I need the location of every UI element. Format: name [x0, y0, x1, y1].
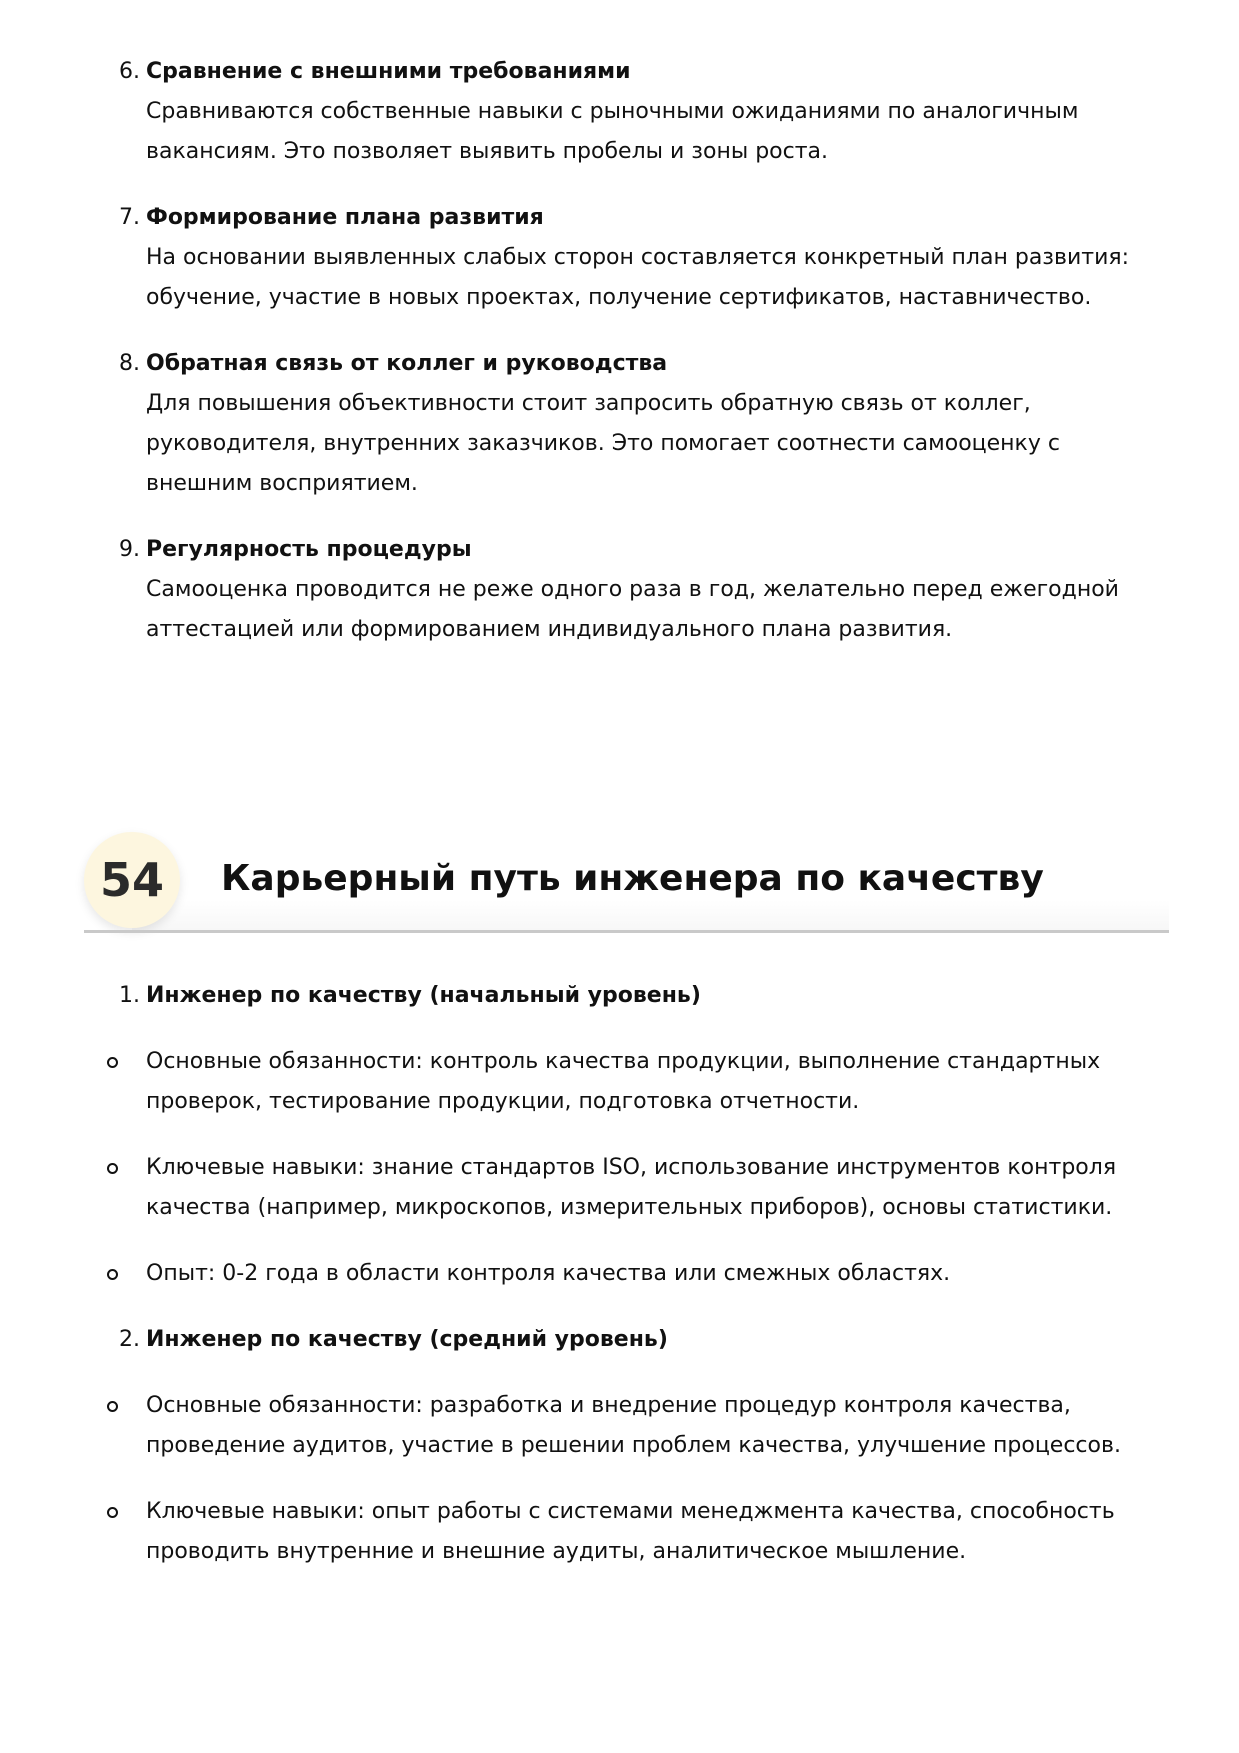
- bullet-item: [84, 1148, 1169, 1228]
- list-item-number: 2.: [119, 1327, 140, 1352]
- section-title: Карьерный путь инженера по качеству: [221, 858, 1044, 899]
- bullet-item: [84, 1386, 1169, 1466]
- list-item-title: Сравнение с внешними требованиями: [146, 59, 631, 84]
- list-item: [84, 530, 1169, 650]
- bullet-item: [84, 1492, 1169, 1572]
- circle-bullet-icon: [107, 1163, 118, 1174]
- self-assessment-steps-list: [84, 52, 1169, 676]
- list-item-description: Сравниваются собственные навыки с рыночными ожиданиями по аналогичным вакансиям. Это позволяет выявить пробелы и зоны роста.: [146, 99, 1079, 164]
- list-item-title: Формирование плана развития: [146, 205, 544, 230]
- career-level-points: [84, 1042, 1169, 1294]
- bullet-text: Опыт: 0-2 года в области контроля качества или смежных областях.: [146, 1261, 951, 1286]
- career-level-item: [84, 1320, 1169, 1572]
- list-item-number: 7.: [119, 205, 140, 230]
- list-item-description: Для повышения объективности стоит запросить обратную связь от коллег, руководителя, внутренних заказчиков. Это помогает соотнести самооценку с внешним восприятием.: [146, 391, 1060, 496]
- list-item-title: Обратная связь от коллег и руководства: [146, 351, 668, 376]
- list-item: [84, 344, 1169, 504]
- list-item-number: 9.: [119, 537, 140, 562]
- bullet-item: [84, 1042, 1169, 1122]
- bullet-text: Ключевые навыки: знание стандартов ISO, использование инструментов контроля качества (например, микроскопов, измерительных приборов), основы статистики.: [146, 1155, 1117, 1220]
- section-header: [84, 830, 1169, 933]
- bullet-text: Ключевые навыки: опыт работы с системами менеджмента качества, способность проводить внутренние и внешние аудиты, аналитическое мышление.: [146, 1499, 1115, 1564]
- list-item-description: Самооценка проводится не реже одного раза в год, желательно перед ежегодной аттестацией или формированием индивидуального плана развития.: [146, 577, 1119, 642]
- career-levels-list: [84, 976, 1169, 1598]
- career-level-title: Инженер по качеству (начальный уровень): [146, 983, 701, 1008]
- career-level-title: Инженер по качеству (средний уровень): [146, 1327, 668, 1352]
- list-item-description: На основании выявленных слабых сторон составляется конкретный план развития: обучение, участие в новых проектах, получение сертификатов, наставничество.: [146, 245, 1130, 310]
- list-item-number: 1.: [119, 983, 140, 1008]
- list-item-number: 8.: [119, 351, 140, 376]
- list-item-title: Регулярность процедуры: [146, 537, 472, 562]
- circle-bullet-icon: [107, 1507, 118, 1518]
- circle-bullet-icon: [107, 1269, 118, 1280]
- circle-bullet-icon: [107, 1401, 118, 1412]
- list-item-number: 6.: [119, 59, 140, 84]
- list-item: [84, 52, 1169, 172]
- career-level-points: [84, 1386, 1169, 1572]
- list-item: [84, 198, 1169, 318]
- bullet-item: [84, 1254, 1169, 1294]
- section-divider: [84, 930, 1169, 933]
- circle-bullet-icon: [107, 1057, 118, 1068]
- career-level-item: [84, 976, 1169, 1294]
- bullet-text: Основные обязанности: контроль качества продукции, выполнение стандартных проверок, тестирование продукции, подготовка отчетности.: [146, 1049, 1101, 1114]
- section-number-badge: 54: [84, 832, 180, 928]
- bullet-text: Основные обязанности: разработка и внедрение процедур контроля качества, проведение аудитов, участие в решении проблем качества, улучшение процессов.: [146, 1393, 1121, 1458]
